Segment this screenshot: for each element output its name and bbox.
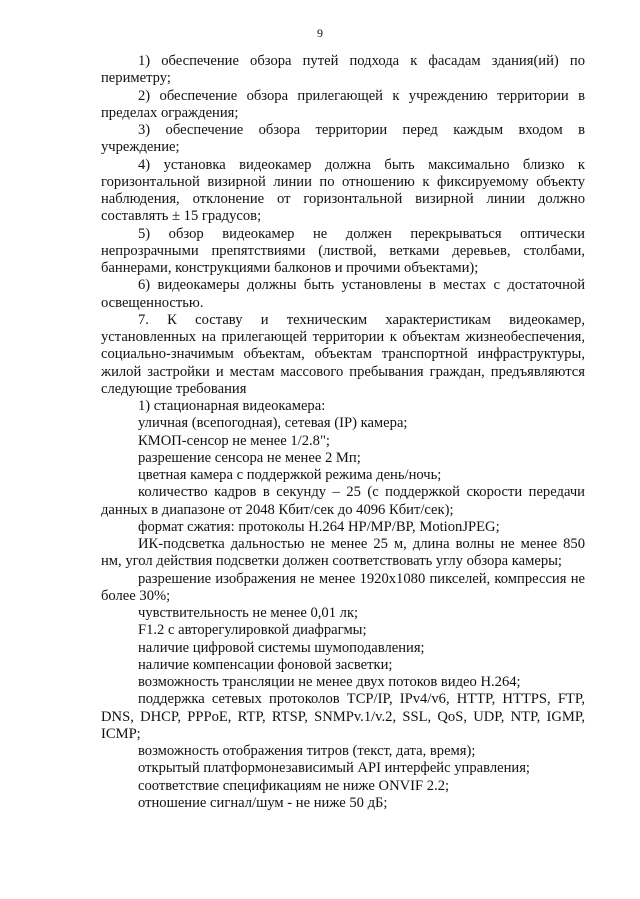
- list-item: формат сжатия: протоколы H.264 HP/MP/BP, MotionJPEG;: [138, 518, 500, 535]
- list-heading: 1) стационарная видеокамера:: [138, 398, 326, 414]
- list-item: уличная (всепогодная), сетевая (IP) камера;: [138, 415, 408, 432]
- list-item: чувствительность не менее 0,01 лк;: [138, 605, 359, 621]
- list-item: КМОП-сенсор не менее 1/2.8";: [138, 432, 330, 449]
- list-item: цветная камера с поддержкой режима день/ночь;: [138, 467, 442, 483]
- list-item: разрешение сенсора не менее 2 Мп;: [138, 449, 361, 466]
- document-body: [101, 53, 585, 812]
- list-item: F1.2 с авторегулировкой диафрагмы;: [138, 622, 367, 639]
- list-item: наличие компенсации фоновой засветки;: [138, 656, 393, 673]
- list-item: возможность трансляции не менее двух потоков видео H.264;: [138, 674, 521, 690]
- paragraph: 5) обзор видеокамер не должен перекрываться оптически непрозрачными препятствиями (листвой, ветками деревьев, столбами, баннерами, конструкциями балконов и прочими объектами);: [101, 225, 585, 276]
- list-item: соответствие спецификациям не ниже ONVIF 2.2;: [138, 777, 450, 794]
- list-item: возможность отображения титров (текст, дата, время);: [138, 743, 476, 759]
- paragraph: 4) установка видеокамер должна быть максимально близко к горизонтальной визирной линии по отношению к фиксируемому объекту наблюдения, отклонение от горизонтальной визирной линии должно составлять ± 15 градусов;: [101, 156, 585, 225]
- paragraph: 3) обеспечение обзора территории перед каждым входом в учреждение;: [101, 122, 585, 156]
- paragraph: 1) обеспечение обзора путей подхода к фасадам здания(ий) по периметру;: [101, 53, 585, 87]
- page-number: 9: [317, 26, 323, 40]
- paragraph: 7. К составу и техническим характеристикам видеокамер, установленных на прилегающей территории к объектам жизнеобеспечения, социально-значимым объектам, объектам транспортной инфраструктуры, жилой застройки и местам массового пребывания граждан, предъявляются следующие требования: [101, 311, 585, 397]
- paragraph: 6) видеокамеры должны быть установлены в местах с достаточной освещенностью.: [101, 277, 585, 311]
- list-item: ИК-подсветка дальностью не менее 25 м, длина волны не менее 850 нм, угол действия подсветки должен соответствовать углу обзора камеры;: [101, 536, 585, 570]
- list-item: отношение сигнал/шум - не ниже 50 дБ;: [138, 794, 388, 811]
- list-item: поддержка сетевых протоколов TCP/IP, IPv4/v6, HTTP, HTTPS, FTP, DNS, DHCP, PPPoE, RTP, RTSP, SNMPv.1/v.2, SSL, QoS, UDP, NTP, IGMP, ICMP;: [101, 691, 585, 742]
- list-item: открытый платформонезависимый API интерфейс управления;: [138, 760, 530, 777]
- list-item: количество кадров в секунду – 25 (с поддержкой скорости передачи данных в диапазоне от 2048 Кбит/сек до 4096 Кбит/сек);: [101, 484, 585, 518]
- list-item: наличие цифровой системы шумоподавления;: [138, 639, 425, 656]
- list-item: разрешение изображения не менее 1920x1080 пикселей, компрессия не более 30%;: [101, 570, 585, 604]
- paragraph: 2) обеспечение обзора прилегающей к учреждению территории в пределах ограждения;: [101, 87, 585, 121]
